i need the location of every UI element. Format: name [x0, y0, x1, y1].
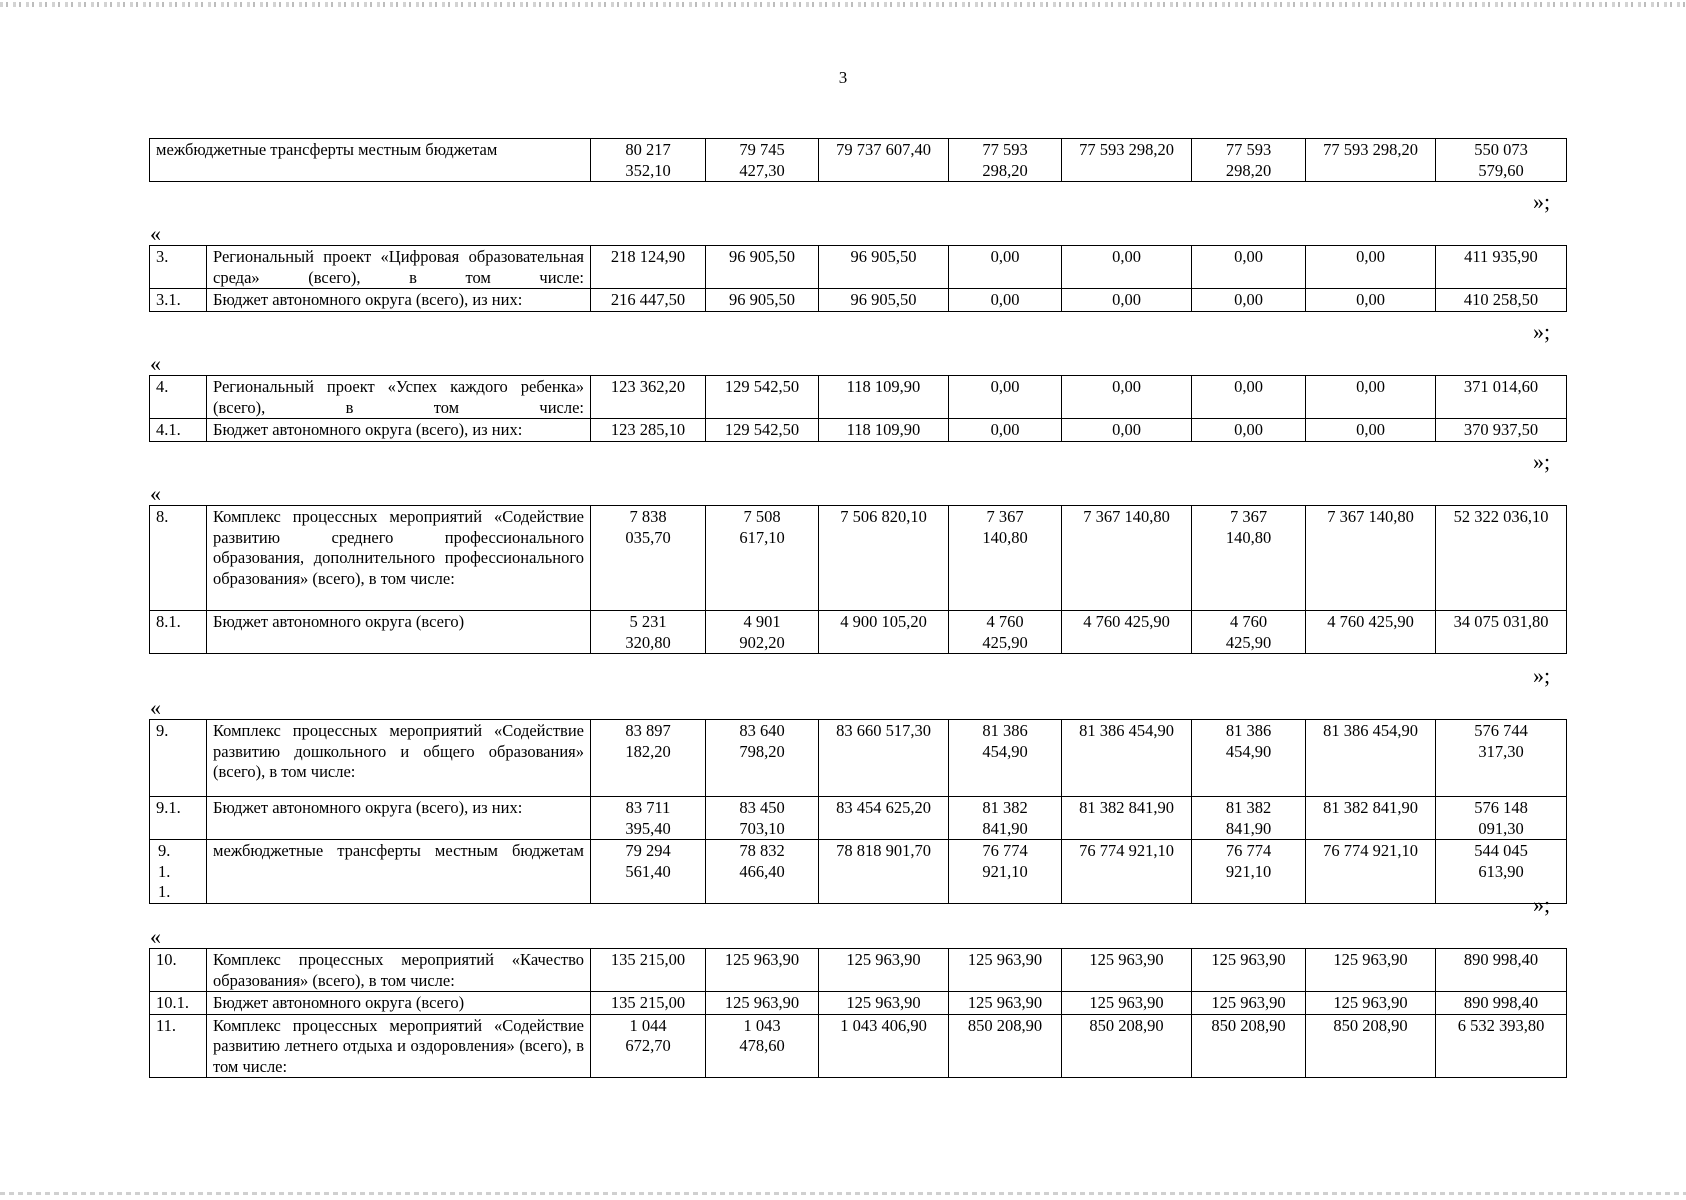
value-cell: 0,00: [1062, 246, 1192, 289]
value-cell: 83 711 395,40: [591, 797, 706, 840]
value-cell: 125 963,90: [1306, 992, 1436, 1015]
value-cell: 0,00: [1192, 376, 1306, 419]
value-cell: 125 963,90: [1062, 949, 1192, 992]
row-index: 10.1.: [150, 992, 207, 1015]
closing-quote: »;: [1533, 449, 1551, 474]
value-cell: 76 774 921,10: [1192, 840, 1306, 904]
value-cell: 125 963,90: [949, 992, 1062, 1015]
page-number: 3: [838, 68, 848, 87]
opening-quote: «: [150, 924, 161, 949]
table-row: [150, 797, 1567, 840]
row-index: 3.1.: [150, 289, 207, 312]
value-cell: 129 542,50: [706, 376, 819, 419]
value-cell: 83 454 625,20: [819, 797, 949, 840]
value-cell: 0,00: [1192, 419, 1306, 442]
table-row: [150, 992, 1567, 1015]
value-cell: 4 760 425,90: [949, 611, 1062, 654]
value-cell: 890 998,40: [1436, 949, 1567, 992]
row-description: Бюджет автономного округа (всего), из них:: [207, 797, 591, 840]
table-row: [150, 949, 1567, 992]
value-cell: 0,00: [1062, 376, 1192, 419]
value-cell: 0,00: [1306, 419, 1436, 442]
row-index: 11.: [150, 1014, 207, 1078]
value-cell: 125 963,90: [819, 992, 949, 1015]
value-cell: 96 905,50: [819, 246, 949, 289]
value-cell: 81 382 841,90: [1306, 797, 1436, 840]
value-cell: 410 258,50: [1436, 289, 1567, 312]
row-index: 3.: [150, 246, 207, 289]
table-row: [150, 1014, 1567, 1078]
value-cell: 576 148 091,30: [1436, 797, 1567, 840]
value-cell: 83 640 798,20: [706, 720, 819, 797]
value-cell: 1 044 672,70: [591, 1014, 706, 1078]
closing-quote: »;: [1533, 892, 1551, 917]
value-cell: 118 109,90: [819, 376, 949, 419]
value-cell: 0,00: [1192, 289, 1306, 312]
value-cell: 4 760 425,90: [1062, 611, 1192, 654]
value-cell: 7 367 140,80: [1192, 506, 1306, 611]
row-description: Бюджет автономного округа (всего), из них:: [207, 419, 591, 442]
value-cell: 125 963,90: [1192, 992, 1306, 1015]
value-cell: 135 215,00: [591, 992, 706, 1015]
budget-table-vocational-education: [149, 505, 1567, 654]
value-cell: 0,00: [1306, 376, 1436, 419]
value-cell: 96 905,50: [819, 289, 949, 312]
value-cell: 370 937,50: [1436, 419, 1567, 442]
value-cell: 129 542,50: [706, 419, 819, 442]
value-cell: 118 109,90: [819, 419, 949, 442]
row-index: 9.1.: [150, 797, 207, 840]
value-cell: 125 963,90: [1062, 992, 1192, 1015]
value-cell: 411 935,90: [1436, 246, 1567, 289]
value-cell: 0,00: [1306, 246, 1436, 289]
value-cell: 81 382 841,90: [1062, 797, 1192, 840]
row-index: 10.: [150, 949, 207, 992]
row-description: Комплекс процессных мероприятий «Содействие развитию дошкольного и общего образования» (всего), в том числе:: [207, 720, 591, 797]
row-description: Комплекс процессных мероприятий «Содействие развитию среднего профессионального образования, дополнительного профессионального образования» (всего), в том числе:: [207, 506, 591, 611]
value-cell: 78 832 466,40: [706, 840, 819, 904]
value-cell: 890 998,40: [1436, 992, 1567, 1015]
row-index: 9.1.1.: [150, 840, 207, 904]
table-row: [150, 139, 1567, 182]
value-cell: 850 208,90: [949, 1014, 1062, 1078]
table-row: [150, 289, 1567, 312]
scan-edge-bottom: [0, 1192, 1686, 1195]
value-cell: 1 043 406,90: [819, 1014, 949, 1078]
row-description: Комплекс процессных мероприятий «Качество образования» (всего), в том числе:: [207, 949, 591, 992]
value-cell: 77 593 298,20: [1306, 139, 1436, 182]
value-cell: 79 294 561,40: [591, 840, 706, 904]
value-cell: 83 450 703,10: [706, 797, 819, 840]
table-row: [150, 611, 1567, 654]
value-cell: 96 905,50: [706, 289, 819, 312]
table-row: [150, 246, 1567, 289]
row-description: Региональный проект «Успех каждого ребенка» (всего), в том числе:: [207, 376, 591, 419]
value-cell: 83 897 182,20: [591, 720, 706, 797]
value-cell: 125 963,90: [819, 949, 949, 992]
value-cell: 7 838 035,70: [591, 506, 706, 611]
value-cell: 81 386 454,90: [1306, 720, 1436, 797]
value-cell: 544 045 613,90: [1436, 840, 1567, 904]
value-cell: 7 506 820,10: [819, 506, 949, 611]
opening-quote: «: [150, 481, 161, 506]
value-cell: 0,00: [949, 289, 1062, 312]
value-cell: 77 593 298,20: [1062, 139, 1192, 182]
value-cell: 0,00: [949, 376, 1062, 419]
table-row: [150, 720, 1567, 797]
row-index: 4.1.: [150, 419, 207, 442]
value-cell: 125 963,90: [1192, 949, 1306, 992]
value-cell: 81 382 841,90: [949, 797, 1062, 840]
value-cell: 371 014,60: [1436, 376, 1567, 419]
row-description: Бюджет автономного округа (всего): [207, 611, 591, 654]
value-cell: 0,00: [1062, 289, 1192, 312]
row-index: 8.: [150, 506, 207, 611]
value-cell: 76 774 921,10: [1306, 840, 1436, 904]
value-cell: 6 532 393,80: [1436, 1014, 1567, 1078]
value-cell: 7 508 617,10: [706, 506, 819, 611]
value-cell: 125 963,90: [706, 992, 819, 1015]
value-cell: 7 367 140,80: [1062, 506, 1192, 611]
value-cell: 123 285,10: [591, 419, 706, 442]
scan-edge-top: [0, 2, 1686, 7]
value-cell: 850 208,90: [1192, 1014, 1306, 1078]
value-cell: 125 963,90: [949, 949, 1062, 992]
value-cell: 81 386 454,90: [1062, 720, 1192, 797]
value-cell: 7 367 140,80: [1306, 506, 1436, 611]
closing-quote: »;: [1533, 319, 1551, 344]
value-cell: 850 208,90: [1062, 1014, 1192, 1078]
value-cell: 7 367 140,80: [949, 506, 1062, 611]
value-cell: 79 745 427,30: [706, 139, 819, 182]
row-index: 4.: [150, 376, 207, 419]
closing-quote: »;: [1533, 663, 1551, 688]
value-cell: 77 593 298,20: [949, 139, 1062, 182]
value-cell: 4 760 425,90: [1306, 611, 1436, 654]
value-cell: 81 386 454,90: [1192, 720, 1306, 797]
value-cell: 4 900 105,20: [819, 611, 949, 654]
closing-quote: »;: [1533, 189, 1551, 214]
value-cell: 83 660 517,30: [819, 720, 949, 797]
value-cell: 1 043 478,60: [706, 1014, 819, 1078]
value-cell: 81 382 841,90: [1192, 797, 1306, 840]
row-description: межбюджетные трансферты местным бюджетам: [207, 840, 591, 904]
value-cell: 77 593 298,20: [1192, 139, 1306, 182]
table-row: [150, 419, 1567, 442]
value-cell: 576 744 317,30: [1436, 720, 1567, 797]
row-description: Региональный проект «Цифровая образовательная среда» (всего), в том числе:: [207, 246, 591, 289]
value-cell: 0,00: [949, 419, 1062, 442]
value-cell: 4 760 425,90: [1192, 611, 1306, 654]
value-cell: 218 124,90: [591, 246, 706, 289]
table-row: [150, 376, 1567, 419]
row-index: 9.: [150, 720, 207, 797]
value-cell: 125 963,90: [1306, 949, 1436, 992]
value-cell: 123 362,20: [591, 376, 706, 419]
opening-quote: «: [150, 221, 161, 246]
table-row: [150, 840, 1567, 904]
value-cell: 850 208,90: [1306, 1014, 1436, 1078]
row-index: 8.1.: [150, 611, 207, 654]
value-cell: 79 737 607,40: [819, 139, 949, 182]
row-description: Бюджет автономного округа (всего), из них:: [207, 289, 591, 312]
row-description: Комплекс процессных мероприятий «Содействие развитию летнего отдыха и оздоровления» (всего), в том числе:: [207, 1014, 591, 1078]
opening-quote: «: [150, 695, 161, 720]
value-cell: 81 386 454,90: [949, 720, 1062, 797]
value-cell: 78 818 901,70: [819, 840, 949, 904]
budget-table-transfers: [149, 138, 1567, 182]
opening-quote: «: [150, 351, 161, 376]
value-cell: 125 963,90: [706, 949, 819, 992]
value-cell: 34 075 031,80: [1436, 611, 1567, 654]
value-cell: 4 901 902,20: [706, 611, 819, 654]
value-cell: 52 322 036,10: [1436, 506, 1567, 611]
budget-table-preschool-general-education: [149, 719, 1567, 904]
value-cell: 216 447,50: [591, 289, 706, 312]
value-cell: 76 774 921,10: [1062, 840, 1192, 904]
value-cell: 76 774 921,10: [949, 840, 1062, 904]
table-row: [150, 506, 1567, 611]
value-cell: 96 905,50: [706, 246, 819, 289]
row-description: Бюджет автономного округа (всего): [207, 992, 591, 1015]
value-cell: 0,00: [1192, 246, 1306, 289]
value-cell: 80 217 352,10: [591, 139, 706, 182]
budget-table-education-quality: [149, 948, 1567, 1078]
value-cell: 0,00: [1062, 419, 1192, 442]
value-cell: 135 215,00: [591, 949, 706, 992]
value-cell: 0,00: [1306, 289, 1436, 312]
budget-table-child-success: [149, 375, 1567, 442]
value-cell: 0,00: [949, 246, 1062, 289]
value-cell: 550 073 579,60: [1436, 139, 1567, 182]
row-description: межбюджетные трансферты местным бюджетам: [150, 139, 591, 182]
value-cell: 5 231 320,80: [591, 611, 706, 654]
budget-table-digital-environment: [149, 245, 1567, 312]
